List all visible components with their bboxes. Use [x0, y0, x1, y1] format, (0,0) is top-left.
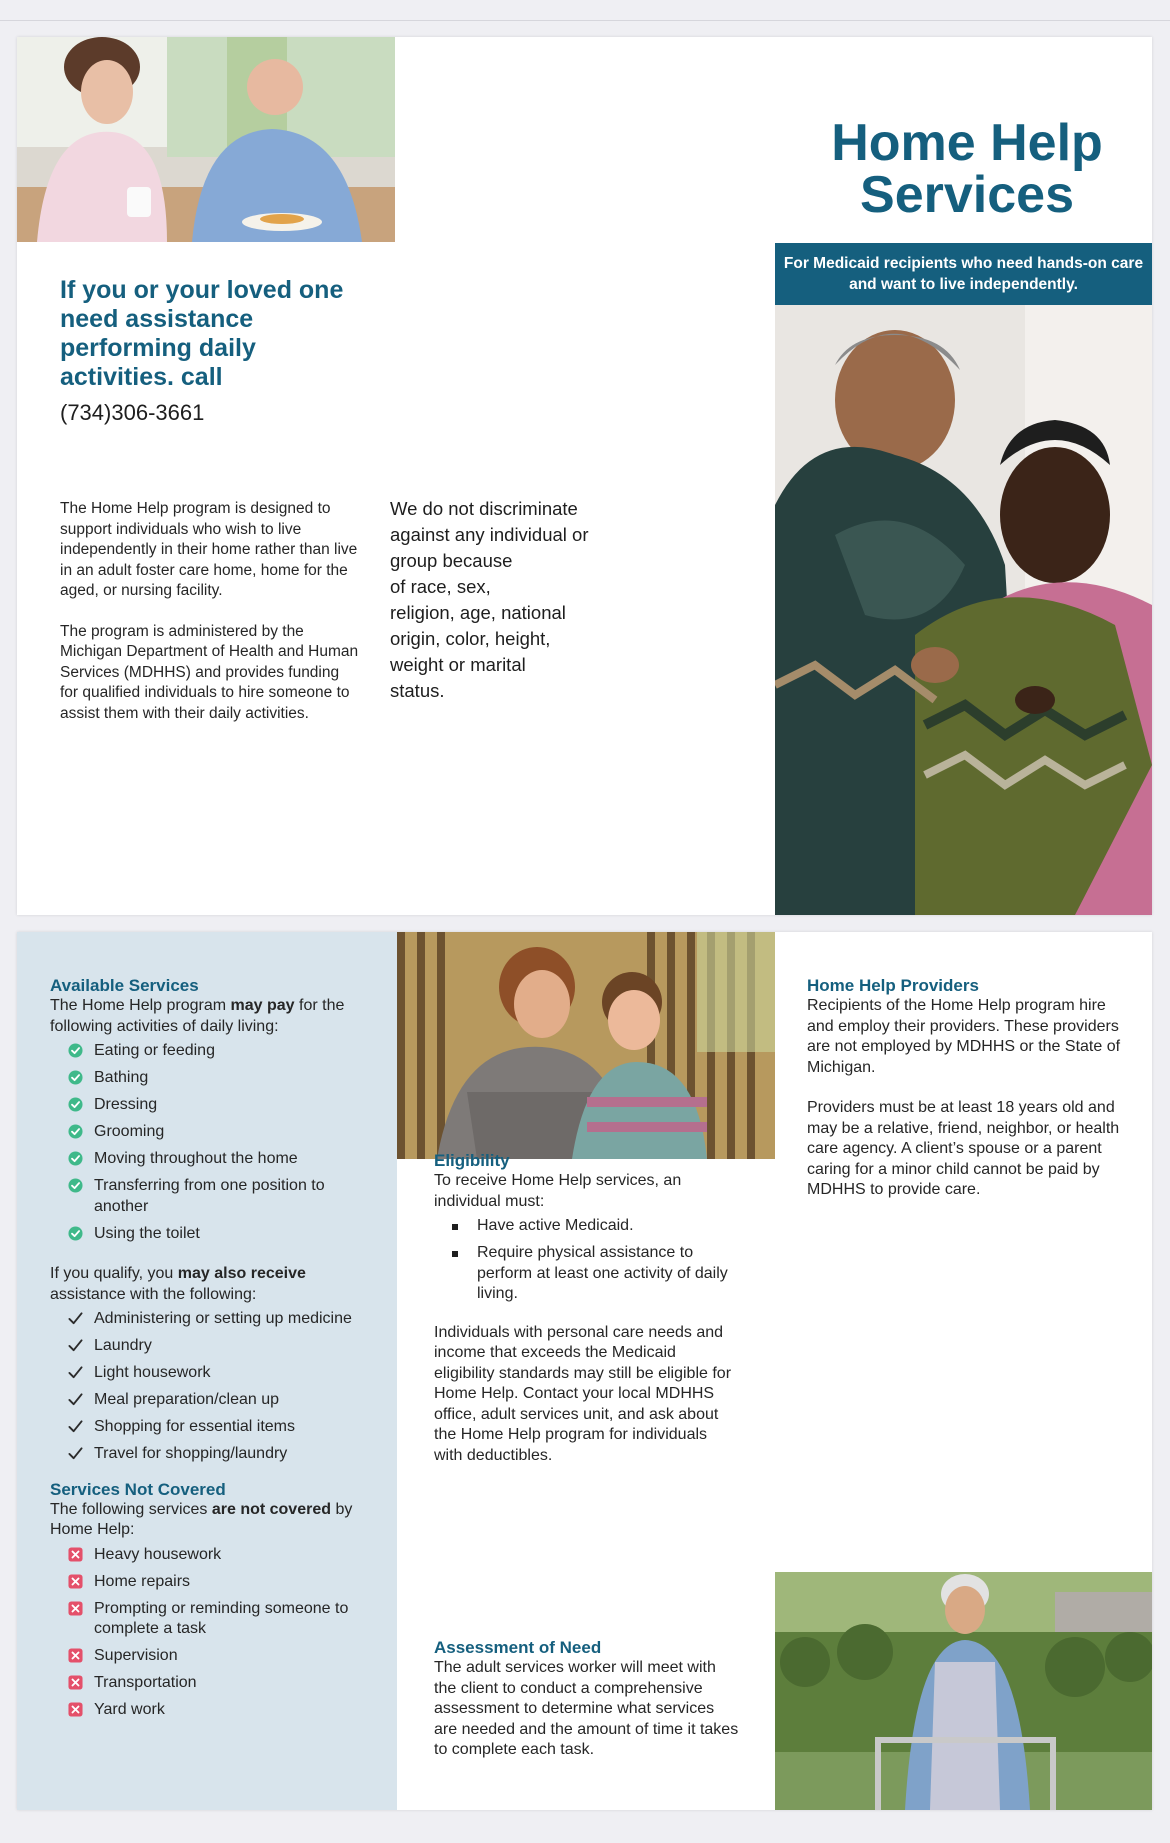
- additional-service-item-label: Shopping for essential items: [94, 1418, 295, 1435]
- check-circle-icon: [68, 1178, 83, 1193]
- not-covered-item-label: Heavy housework: [94, 1545, 222, 1563]
- not-covered-item: [50, 1572, 370, 1593]
- available-service-item-label: Eating or feeding: [94, 1042, 215, 1059]
- not-covered-item: [50, 1700, 370, 1721]
- brochure-inside: [17, 932, 1152, 1810]
- check-icon: [68, 1338, 83, 1353]
- x-box-icon: [68, 1547, 83, 1562]
- x-box-icon: [68, 1675, 83, 1690]
- not-covered-item: [50, 1545, 370, 1566]
- available-services-intro: The Home Help program may pay for the following activities of daily living:: [50, 997, 345, 1035]
- services-not-covered-list: [50, 1545, 370, 1721]
- eligibility-requirement: Have active Medicaid.: [434, 1216, 734, 1237]
- available-service-item: [50, 1095, 370, 1116]
- check-icon: [68, 1365, 83, 1380]
- available-service-item-label: Moving throughout the home: [94, 1150, 298, 1167]
- additional-service-item: [50, 1309, 370, 1330]
- not-covered-item-label: Home repairs: [94, 1572, 191, 1590]
- additional-services-intro: If you qualify, you may also receive assistance with the following:: [50, 1265, 306, 1303]
- additional-service-item: [50, 1417, 370, 1438]
- nondiscrimination-statement: We do not discriminate against any individual or group because of race, sex, religion, age, national origin, color, height, weight or marital status.: [390, 498, 589, 701]
- not-covered-item-label: Yard work: [94, 1701, 165, 1718]
- brochure-title: [792, 114, 1142, 224]
- brochure-front: [17, 37, 1152, 915]
- check-icon: [68, 1446, 83, 1461]
- check-icon: [68, 1419, 83, 1434]
- phone-number[interactable]: (734)306-3661: [60, 400, 205, 425]
- not-covered-item-label: Supervision: [94, 1647, 178, 1664]
- x-box-icon: [68, 1648, 83, 1663]
- photo-caregiver-with-elderly-man: [17, 37, 395, 242]
- check-icon: [68, 1311, 83, 1326]
- check-circle-icon: [68, 1124, 83, 1139]
- additional-service-item-label: Administering or setting up medicine: [94, 1310, 352, 1327]
- eligibility-intro: To receive Home Help services, an individual must:: [434, 1172, 682, 1210]
- check-icon: [68, 1392, 83, 1407]
- available-service-item-label: Bathing: [94, 1069, 149, 1086]
- additional-service-item-label: Laundry: [94, 1337, 152, 1354]
- available-services-section: [50, 975, 370, 1727]
- cta-heading: If you or your loved one need assistance performing daily activities. call: [60, 276, 344, 391]
- tagline-banner: For Medicaid recipients who need hands-on care and want to live independently.: [775, 243, 1152, 305]
- eligibility-requirements-list: [434, 1216, 734, 1305]
- description-paragraph-1: The Home Help program is designed to support individuals who wish to live independently in their home rather than live in an adult foster care home, home for the aged, or nursing facility.: [60, 500, 358, 599]
- check-circle-icon: [68, 1226, 83, 1241]
- not-covered-item-label: Transportation: [94, 1674, 197, 1691]
- available-service-item: [50, 1176, 370, 1217]
- available-service-item: [50, 1149, 370, 1170]
- program-description: [60, 499, 360, 744]
- check-circle-icon: [68, 1043, 83, 1058]
- title-line-1: Home Help: [831, 114, 1103, 172]
- photo-mother-and-son: [397, 932, 775, 1159]
- additional-service-item: [50, 1336, 370, 1357]
- eligibility-section: [434, 1150, 734, 1466]
- available-service-item: [50, 1041, 370, 1062]
- available-service-item: [50, 1122, 370, 1143]
- eligibility-deductible-note: Individuals with personal care needs and income that exceeds the Medicaid eligibility standards may still be eligible for Home Help. Contact your local MDHHS office, adult services unit, and ask about the Home Help program for individuals with deductibles.: [434, 1323, 732, 1464]
- additional-service-item-label: Meal preparation/clean up: [94, 1391, 280, 1408]
- services-not-covered-intro: The following services are not covered by Home Help:: [50, 1500, 353, 1538]
- check-circle-icon: [68, 1070, 83, 1085]
- additional-service-item-label: Travel for shopping/laundry: [94, 1445, 288, 1462]
- check-circle-icon: [68, 1151, 83, 1166]
- x-box-icon: [68, 1574, 83, 1589]
- providers-heading: Home Help Providers: [807, 976, 979, 995]
- additional-services-list: [50, 1309, 370, 1465]
- available-services-heading: Available Services: [50, 976, 199, 995]
- services-panel: [17, 932, 397, 1810]
- additional-service-item-label: Light housework: [94, 1364, 211, 1381]
- not-covered-item: [50, 1646, 370, 1667]
- available-service-item-label: Using the toilet: [94, 1224, 200, 1242]
- eligibility-requirement: Require physical assistance to perform at least one activity of daily living.: [434, 1243, 734, 1305]
- available-service-item-label: Transferring from one position to another: [94, 1177, 325, 1215]
- not-covered-item: [50, 1673, 370, 1694]
- providers-section: [807, 975, 1122, 1201]
- services-not-covered-heading: Services Not Covered: [50, 1479, 226, 1499]
- assessment-text: The adult services worker will meet with the client to conduct a comprehensive assessment to determine what services are needed and the amount of time it takes to complete each task.: [434, 1659, 739, 1758]
- available-services-list: [50, 1041, 370, 1244]
- providers-paragraph-2: Providers must be at least 18 years old and may be a relative, friend, neighbor, or health care agency. A client’s spouse or a parent caring for a minor child cannot be paid by MDHHS to provide care.: [807, 1099, 1120, 1198]
- available-service-item: [50, 1068, 370, 1089]
- not-covered-item-label: Prompting or reminding someone to complete a task: [94, 1599, 349, 1637]
- check-circle-icon: [68, 1097, 83, 1112]
- additional-service-item: [50, 1444, 370, 1465]
- additional-service-item: [50, 1390, 370, 1411]
- providers-paragraph-1: Recipients of the Home Help program hire and employ their providers. These providers are not employed by MDHHS or the State of Michigan.: [807, 997, 1121, 1076]
- title-line-2: Services: [860, 166, 1074, 224]
- photo-elderly-couple: [775, 305, 1152, 915]
- eligibility-heading: Eligibility: [434, 1151, 510, 1170]
- assessment-section: [434, 1637, 739, 1761]
- available-service-item-label: Dressing: [94, 1096, 158, 1113]
- assessment-heading: Assessment of Need: [434, 1638, 602, 1657]
- top-divider: [0, 20, 1170, 21]
- x-box-icon: [68, 1601, 83, 1616]
- available-service-item-label: Grooming: [94, 1123, 165, 1140]
- photo-elderly-woman-with-walker: [775, 1572, 1152, 1810]
- description-paragraph-2: The program is administered by the Michigan Department of Health and Human Services (MDHHS) and provides funding for qualified individuals to hire someone to assist them with their daily activities.: [60, 622, 359, 722]
- available-service-item: [50, 1224, 370, 1245]
- x-box-icon: [68, 1702, 83, 1717]
- not-covered-item: [50, 1599, 370, 1640]
- additional-service-item: [50, 1363, 370, 1384]
